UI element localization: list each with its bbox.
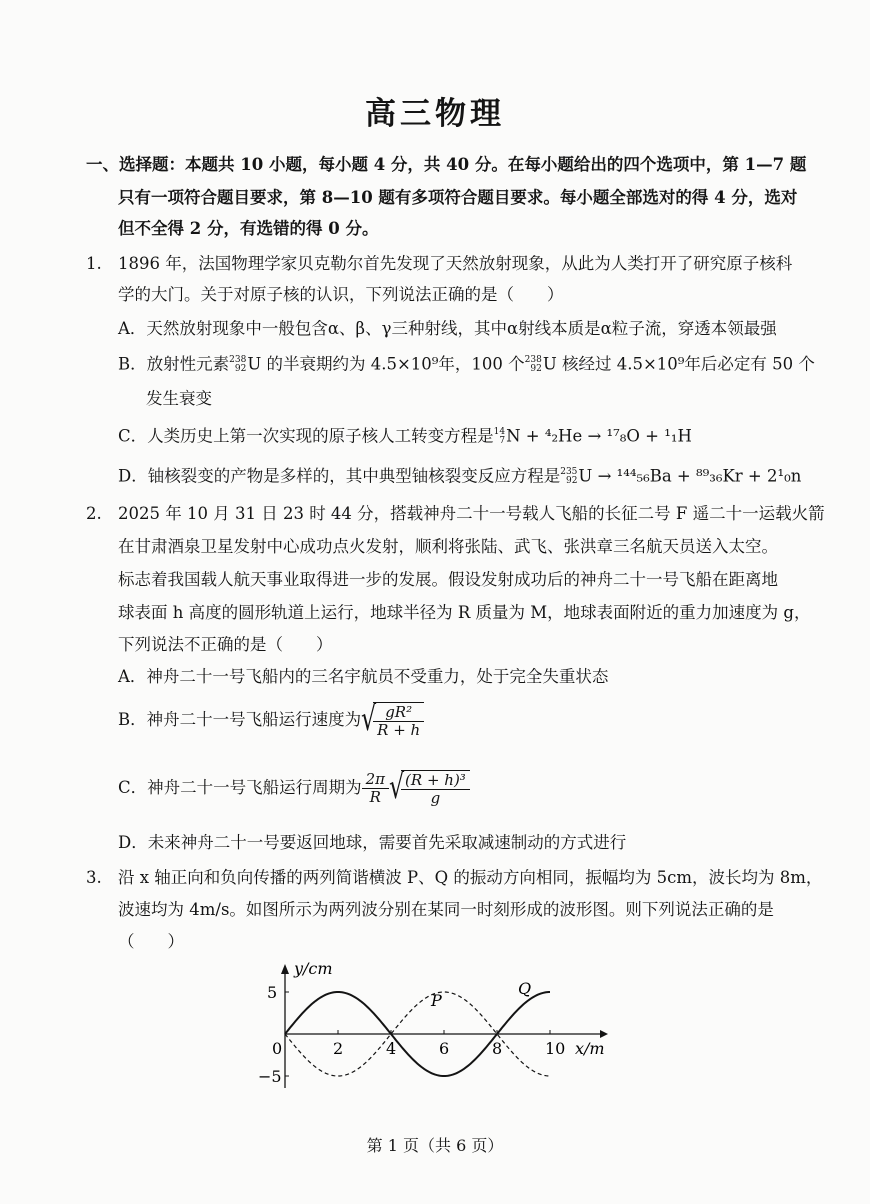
axes (281, 964, 608, 1088)
q1-option-d-prefix: D．铀核裂变的产物是多样的，其中典型铀核裂变反应方程是 (118, 466, 561, 486)
q2-stem-1: 2025 年 10 月 31 日 23 时 44 分，搭载神舟二十一号载人飞船的长征二号 F 遥二十一运载火箭 (118, 504, 825, 523)
origin-label: 0 (272, 1039, 283, 1058)
section-line-2: 只有一项符合题目要求，第 8—10 题有多项符合题目要求。每小题全部选对的得 4 分，选对 (118, 188, 798, 207)
series-q-label: Q (518, 979, 532, 998)
q1-option-b-middle-1: U 的半衰期约为 4.5×10⁹年，100 个 (247, 354, 525, 374)
section-line-3: 但不全得 2 分，有选错的得 0 分。 (118, 219, 379, 238)
y-axis-arrow-icon (281, 964, 289, 974)
q1-option-b-prefix: B．放射性元素 (118, 354, 230, 374)
q2-option-b-text: B．神舟二十一号飞船运行速度为 (118, 709, 362, 729)
q1-option-c (118, 428, 692, 446)
q3-stem-1: 沿 x 轴正向和负向传播的两列简谐横波 P、Q 的振动方向相同，振幅均为 5cm，波长均为 8m， (118, 868, 823, 887)
u235-isotope-label: 235 92 (560, 467, 578, 486)
q2-c-coefficient (362, 769, 389, 806)
q1-option-d (118, 468, 801, 486)
q1-option-c-prefix: C．人类历史上第一次实现的原子核人工转变方程是 (118, 426, 494, 446)
sqrt-expression (361, 699, 424, 739)
u238-isotope-label: 238 92 (524, 355, 542, 374)
x-axis-arrow-icon (600, 1030, 608, 1038)
q2-stem-5: 下列说法不正确的是（ ） (118, 635, 333, 654)
wave-graph (250, 958, 630, 1098)
q2-stem-3: 标志着我国载人航天事业取得进一步的发展。假设发射成功后的神舟二十一号飞船在距离地 (118, 570, 778, 589)
q2-c-coef-denominator: R (369, 787, 381, 806)
page-title: 高三物理 (365, 96, 505, 132)
q2-b-numerator: gR² (373, 705, 424, 722)
q1-number: 1. (86, 254, 102, 273)
x-tick-label: 2 (333, 1039, 344, 1058)
section-header: 一、选择题：本题共 10 小题，每小题 4 分，共 40 分。在每小题给出的四个选项中，第 1—7 题 (86, 155, 807, 174)
n14-isotope-label: 14 7 (493, 427, 506, 446)
q1-option-c-equation: N + ⁴₂He → ¹⁷₈O + ¹₁H (506, 426, 692, 446)
y-tick-label: −5 (258, 1067, 282, 1086)
series-p-label: P (431, 991, 442, 1010)
q2-option-c-text: C．神舟二十一号飞船运行周期为 (118, 777, 362, 797)
u238-isotope-label: 238 92 (229, 355, 247, 374)
q1-option-d-equation: U → ¹⁴⁴₅₆Ba + ⁸⁹₃₆Kr + 2¹₀n (578, 466, 802, 486)
q3-stem-3: （ ） (118, 932, 184, 951)
q2-number: 2. (86, 504, 102, 523)
x-tick-label: 6 (439, 1039, 450, 1058)
y-tick-label: 5 (267, 983, 278, 1002)
radical-sign-icon: √ (389, 767, 405, 807)
radical-sign-icon: √ (361, 699, 377, 739)
q2-b-denominator: R + h (377, 721, 421, 739)
x-tick-label: 10 (545, 1039, 566, 1058)
y-axis-label (293, 959, 333, 978)
q2-option-c (118, 767, 470, 807)
q2-c-denominator: g (430, 789, 441, 807)
y-axis-label-text: y/cm (294, 959, 333, 978)
x-axis-label: x/m (575, 1039, 605, 1058)
q2-c-numerator: (R + h)³ (401, 773, 470, 790)
q1-stem-1: 1896 年，法国物理学家贝克勒尔首先发现了天然放射现象，从此为人类打开了研究原子核科 (118, 254, 793, 273)
q2-c-coef-numerator: 2π (362, 772, 389, 789)
q1-option-a: A．天然放射现象中一般包含α、β、γ三种射线，其中α射线本质是α粒子流，穿透本领最强 (118, 319, 777, 338)
page-footer: 第 1 页（共 6 页） (366, 1136, 504, 1155)
q3-number: 3. (86, 868, 102, 887)
q3-stem-2: 波速均为 4m/s。如图所示为两列波分别在某同一时刻形成的波形图。则下列说法正确的是 (118, 900, 774, 919)
q2-stem-2: 在甘肃酒泉卫星发射中心成功点火发射，顺利将张陆、武飞、张洪章三名航天员送入太空。 (118, 537, 778, 556)
q2-option-a: A．神舟二十一号飞船内的三名宇航员不受重力，处于完全失重状态 (118, 667, 609, 686)
sqrt-expression (389, 767, 470, 807)
x-tick-label: 8 (492, 1039, 503, 1058)
q1-stem-2: 学的大门。关于对原子核的认识，下列说法正确的是（ ） (118, 285, 564, 304)
q2-option-b (118, 699, 424, 739)
x-tick-label: 4 (386, 1039, 397, 1058)
q1-option-b-cont: 发生衰变 (146, 389, 212, 408)
q1-option-b (118, 356, 815, 374)
q2-stem-4: 球表面 h 高度的圆形轨道上运行，地球半径为 R 质量为 M，地球表面附近的重力加速度为 g， (118, 603, 811, 622)
q1-option-b-middle-2: U 核经过 4.5×10⁹年后必定有 50 个 (542, 354, 815, 374)
q2-option-d: D．未来神舟二十一号要返回地球，需要首先采取减速制动的方式进行 (118, 833, 627, 852)
